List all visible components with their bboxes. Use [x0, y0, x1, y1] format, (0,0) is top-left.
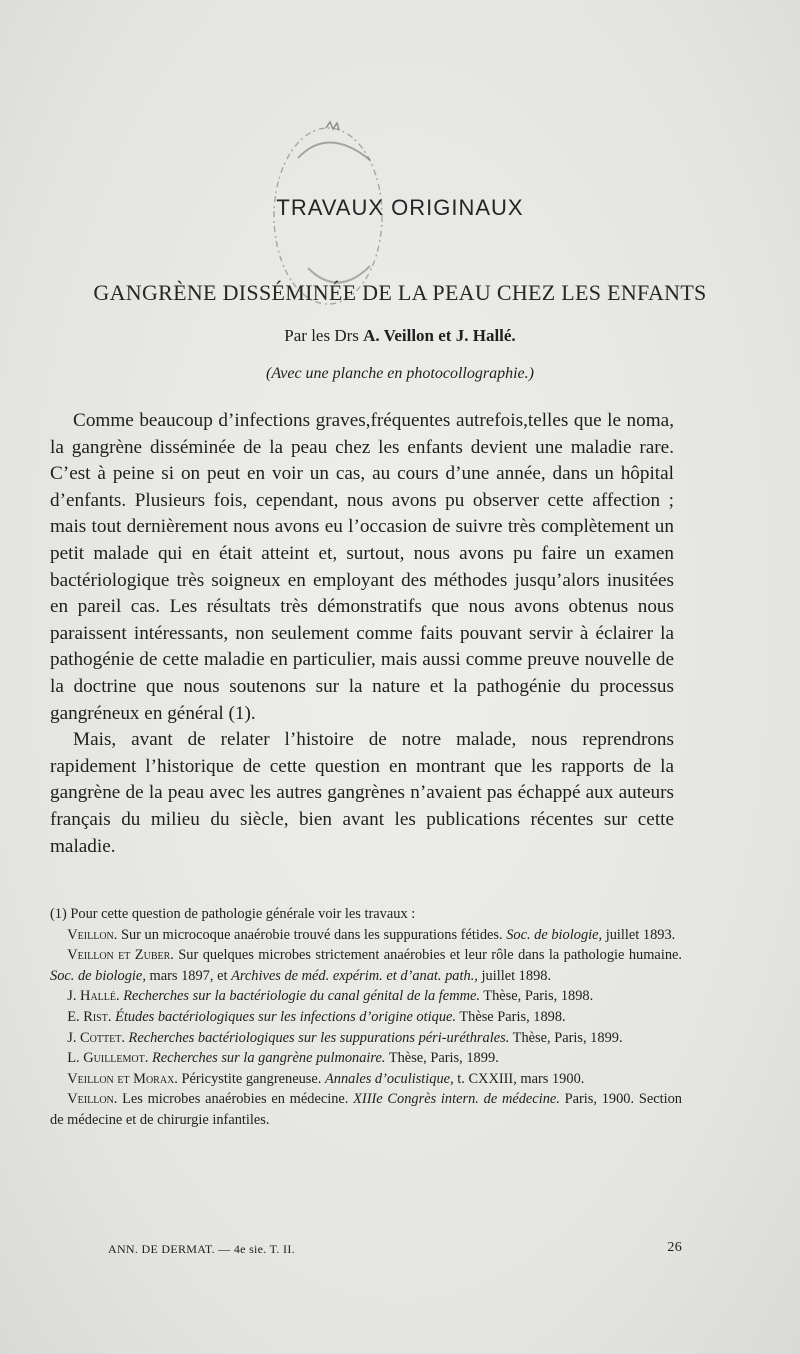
- byline-prefix: Par les: [284, 326, 331, 345]
- footnote-ref: E. Rist. Études bactériologiques sur les infections d’origine otique. Thèse Paris, 1898.: [67, 1008, 566, 1025]
- article-body: [50, 408, 674, 860]
- section-heading: TRAVAUX ORIGINAUX: [276, 195, 524, 220]
- article-title: GANGRÈNE DISSÉMINÉE DE LA PEAU CHEZ LES ENFANTS: [93, 280, 707, 305]
- footnote-ref: Veillon. Sur un microcoque anaérobie trouvé dans les suppurations fétides. Soc. de biologie, juillet 1893.: [67, 926, 676, 943]
- byline-authors: A. Veillon et J. Hallé.: [363, 326, 516, 345]
- footnote-ref: J. Hallé. Recherches sur la bactériologie du canal génital de la femme. Thèse, Paris, 1898.: [67, 988, 594, 1005]
- byline-drs: Drs: [334, 326, 359, 345]
- paragraph: Mais, avant de relater l’histoire de notre malade, nous reprendrons rapidement l’historique de cette question en montrant que les rapports de la gangrène de la peau avec les autres gangrènes n’avaient pas échappé aux auteurs français du milieu du siècle, bien avant les publications récentes sur cette maladie.: [50, 729, 674, 857]
- footnote-ref: Veillon. Les microbes anaérobies en médecine. XIIIe Congrès intern. de médecine. Paris, 1900. Section de médecine et de chirurgie infantiles.: [50, 1091, 682, 1128]
- paragraph: Comme beaucoup d’infections graves,fréquentes autrefois,telles que le noma, la gangrène disséminée de la peau chez les enfants devient une maladie rare. C’est à peine si on peut en voir un cas, au cours d’une année, dans un hôpital d’enfants. Plusieurs fois, cependant, nous avons pu observer cette affection ; mais tout dernièrement nous avons eu l’occasion de suivre très complètement un petit malade qui en était atteint et, surtout, nous avons pu faire un examen bactériologique très soigneux en employant des méthodes jusqu’alors inusitées en pareil cas. Les résultats très démonstratifs que nous avons obtenus nous paraissent intéressants, non seulement comme faits pouvant servir à éclairer la pathogénie de cette maladie en particulier, mais aussi comme preuve nouvelle de la doctrine que nous soutenons sur la nature et la pathogénie du processus gangréneux en général (1).: [50, 410, 674, 724]
- footnote-ref: Veillon et Zuber. Sur quelques microbes strictement anaérobies et leur rôle dans la pathologie humaine. Soc. de biologie, mars 1897, et Archives de méd. expérim. et d’anat. path., juillet 1898.: [50, 947, 682, 984]
- byline: [0, 326, 800, 346]
- footnote-intro: (1) Pour cette question de pathologie générale voir les travaux :: [50, 906, 416, 922]
- page-number: 26: [667, 1240, 682, 1255]
- article-subtitle: (Avec une planche en photocollographie.): [266, 365, 534, 382]
- footnote-ref: L. Guillemot. Recherches sur la gangrène pulmonaire. Thèse, Paris, 1899.: [67, 1050, 499, 1067]
- footnote-ref: J. Cottet. Recherches bactériologiques sur les suppurations péri-uréthrales. Thèse, Paris, 1899.: [67, 1029, 623, 1046]
- page-footer: [108, 1242, 682, 1257]
- footnotes: [50, 904, 682, 1131]
- running-footer: ANN. DE DERMAT. — 4e sie. T. II.: [108, 1242, 295, 1256]
- footnote-ref: Veillon et Morax. Péricystite gangreneuse. Annales d’oculistique, t. CXXIII, mars 1900.: [67, 1070, 585, 1087]
